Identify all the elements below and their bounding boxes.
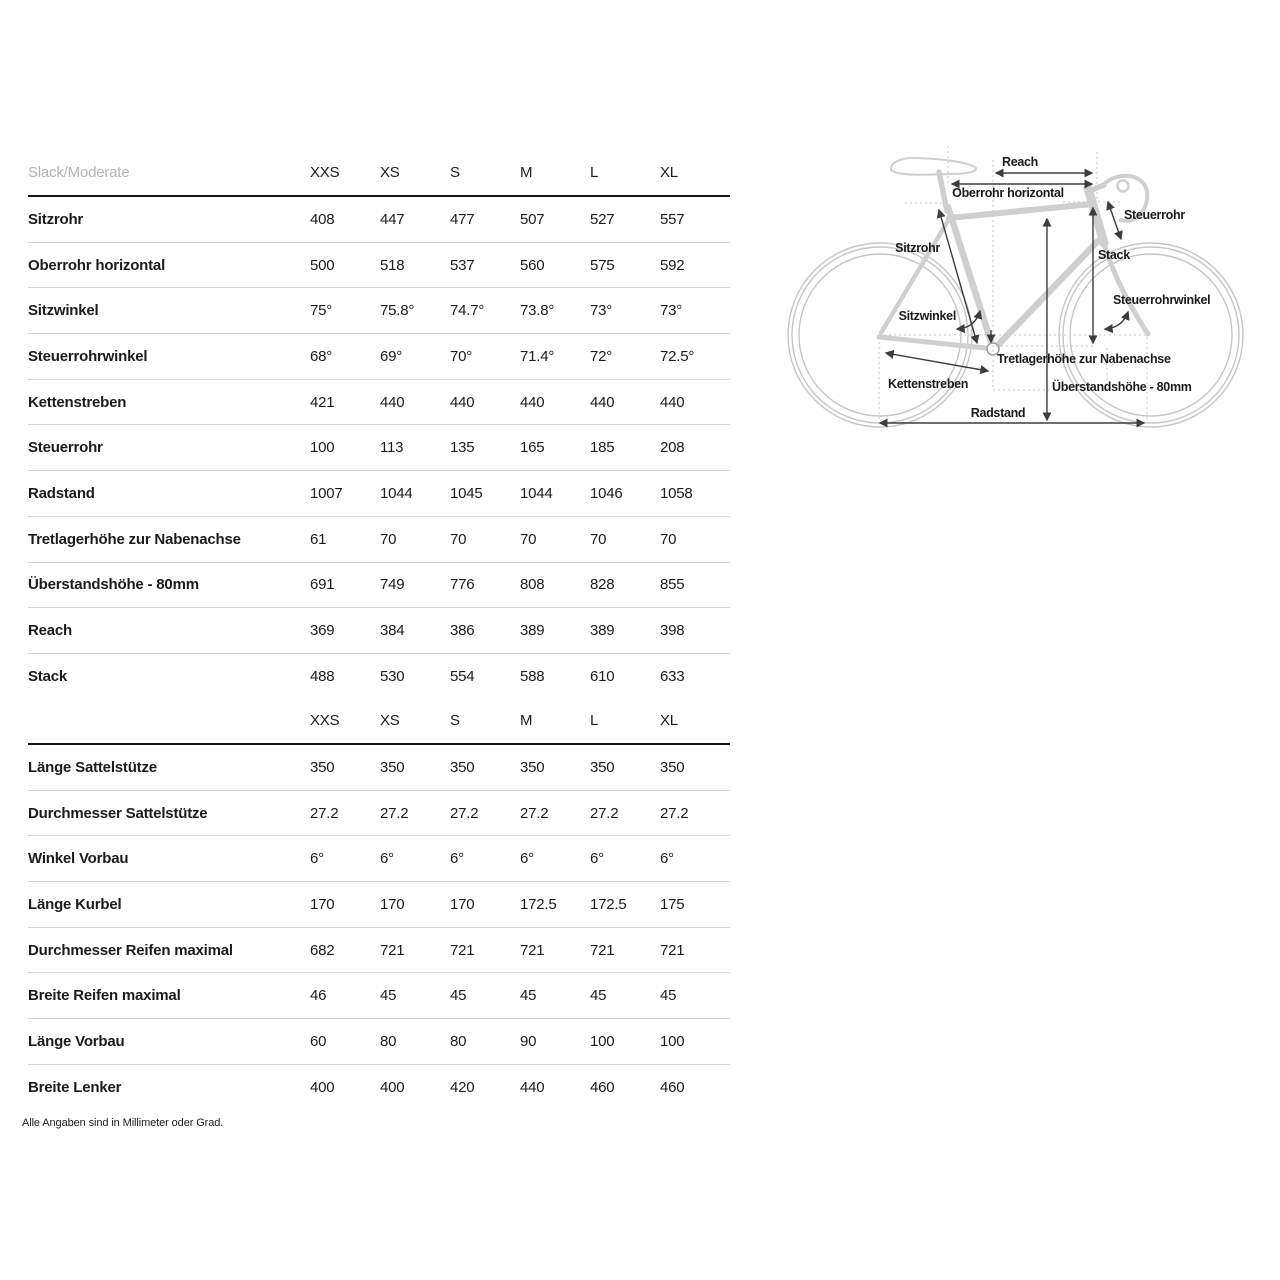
row-value: 440 <box>380 393 405 411</box>
label-sitzrohr: Sitzrohr <box>895 241 940 255</box>
units-note: Alle Angaben sind in Millimeter oder Grad. <box>22 1117 224 1129</box>
row-value: 73° <box>660 302 683 320</box>
row-value: 721 <box>520 941 545 959</box>
table-row <box>28 882 730 928</box>
table-row <box>28 836 730 882</box>
saddle-icon <box>891 158 976 175</box>
table-header-row <box>28 698 730 745</box>
row-value: 575 <box>590 256 615 274</box>
front-wheel-icon <box>1059 243 1243 427</box>
row-value: 384 <box>380 622 405 640</box>
row-value: 440 <box>590 393 615 411</box>
row-value: 6° <box>660 850 674 868</box>
table-row <box>28 1019 730 1065</box>
row-value: 27.2 <box>520 804 549 822</box>
row-value: 440 <box>450 393 475 411</box>
table-body <box>28 197 730 699</box>
row-value: 6° <box>450 850 464 868</box>
label-stack: Stack <box>1098 248 1130 262</box>
label-tretlagerhoehe: Tretlagerhöhe zur Nabenachse <box>997 352 1171 366</box>
row-value: 721 <box>660 941 685 959</box>
row-value: 175 <box>660 895 685 913</box>
row-value: 70 <box>450 530 467 548</box>
label-kettenstreben: Kettenstreben <box>888 377 969 391</box>
table-body <box>28 745 730 1110</box>
row-value: 135 <box>450 439 475 457</box>
row-value: 170 <box>450 895 475 913</box>
row-label: Radstand <box>28 484 95 502</box>
size-column-header: L <box>590 164 599 181</box>
row-value: 113 <box>380 439 404 457</box>
row-value: 530 <box>380 667 405 685</box>
row-value: 72.5° <box>660 347 695 365</box>
row-value: 350 <box>310 758 335 776</box>
size-column-header: XL <box>660 164 678 181</box>
row-value: 90 <box>520 1032 537 1050</box>
row-value: 682 <box>310 941 335 959</box>
row-value: 691 <box>310 576 335 594</box>
row-value: 165 <box>520 439 545 457</box>
row-value: 1046 <box>590 484 623 502</box>
row-value: 73° <box>590 302 613 320</box>
row-value: 27.2 <box>590 804 619 822</box>
size-column-header: XL <box>660 712 678 729</box>
row-value: 80 <box>450 1032 467 1050</box>
row-label: Steuerrohrwinkel <box>28 347 148 365</box>
row-value: 560 <box>520 256 545 274</box>
label-steuerrohrwinkel: Steuerrohrwinkel <box>1113 293 1211 307</box>
row-value: 749 <box>380 576 405 594</box>
row-value: 6° <box>310 850 324 868</box>
table-row <box>28 243 730 289</box>
row-value: 488 <box>310 667 335 685</box>
size-column-header: M <box>520 712 533 729</box>
row-value: 369 <box>310 622 335 640</box>
table-row <box>28 425 730 471</box>
table-row <box>28 608 730 654</box>
row-value: 27.2 <box>450 804 479 822</box>
size-column-header: S <box>450 164 460 181</box>
row-value: 73.8° <box>520 302 555 320</box>
size-column-header: S <box>450 712 460 729</box>
row-value: 610 <box>590 667 615 685</box>
row-value: 440 <box>660 393 685 411</box>
row-value: 6° <box>520 850 534 868</box>
row-value: 71.4° <box>520 347 555 365</box>
row-label: Länge Vorbau <box>28 1032 125 1050</box>
row-value: 350 <box>590 758 615 776</box>
label-oberrohr-horizontal: Oberrohr horizontal <box>952 186 1064 200</box>
row-label: Breite Lenker <box>28 1078 122 1096</box>
table-row <box>28 1065 730 1110</box>
row-value: 6° <box>590 850 604 868</box>
row-value: 447 <box>380 210 405 228</box>
row-value: 460 <box>660 1078 685 1096</box>
row-label: Winkel Vorbau <box>28 850 129 868</box>
row-value: 855 <box>660 576 685 594</box>
row-value: 172.5 <box>520 895 557 913</box>
row-value: 70 <box>520 530 537 548</box>
row-value: 592 <box>660 256 685 274</box>
row-value: 27.2 <box>380 804 409 822</box>
table-row <box>28 334 730 380</box>
row-value: 477 <box>450 210 475 228</box>
row-value: 537 <box>450 256 475 274</box>
table-row <box>28 288 730 334</box>
row-value: 400 <box>380 1078 405 1096</box>
row-value: 350 <box>520 758 545 776</box>
row-label: Oberrohr horizontal <box>28 256 166 274</box>
row-value: 633 <box>660 667 685 685</box>
row-label: Breite Reifen maximal <box>28 987 181 1005</box>
size-column-header: M <box>520 164 533 181</box>
row-label: Länge Kurbel <box>28 895 122 913</box>
row-value: 527 <box>590 210 615 228</box>
row-value: 45 <box>450 987 467 1005</box>
row-value: 72° <box>590 347 613 365</box>
table-row <box>28 380 730 426</box>
row-value: 170 <box>380 895 405 913</box>
row-label: Durchmesser Sattelstütze <box>28 804 208 822</box>
row-value: 554 <box>450 667 475 685</box>
geometry-table-components <box>28 698 730 1110</box>
table-row <box>28 517 730 563</box>
size-column-header: XS <box>380 164 400 181</box>
row-value: 400 <box>310 1078 335 1096</box>
table-row <box>28 791 730 837</box>
row-value: 100 <box>660 1032 685 1050</box>
row-value: 100 <box>310 439 335 457</box>
row-value: 27.2 <box>660 804 689 822</box>
row-value: 45 <box>590 987 607 1005</box>
row-value: 45 <box>380 987 397 1005</box>
row-value: 776 <box>450 576 475 594</box>
row-value: 828 <box>590 576 615 594</box>
size-column-header: XXS <box>310 712 340 729</box>
table-title: Slack/Moderate <box>28 164 130 181</box>
table-header-row <box>28 150 730 197</box>
row-label: Steuerrohr <box>28 439 103 457</box>
table-row <box>28 197 730 243</box>
row-value: 507 <box>520 210 545 228</box>
row-value: 350 <box>660 758 685 776</box>
row-value: 420 <box>450 1078 475 1096</box>
row-value: 185 <box>590 439 615 457</box>
row-value: 1058 <box>660 484 693 502</box>
label-steuerrohr: Steuerrohr <box>1124 208 1185 222</box>
row-value: 557 <box>660 210 685 228</box>
row-value: 68° <box>310 347 333 365</box>
row-value: 389 <box>520 622 545 640</box>
row-label: Sitzrohr <box>28 210 84 228</box>
row-value: 69° <box>380 347 403 365</box>
row-value: 440 <box>520 1078 545 1096</box>
row-label: Länge Sattelstütze <box>28 758 157 776</box>
row-value: 46 <box>310 987 327 1005</box>
row-value: 172.5 <box>590 895 627 913</box>
row-value: 460 <box>590 1078 615 1096</box>
row-value: 421 <box>310 393 335 411</box>
row-value: 408 <box>310 210 335 228</box>
row-value: 721 <box>590 941 615 959</box>
geometry-table-frame <box>28 150 730 699</box>
table-row <box>28 563 730 609</box>
size-column-header: XS <box>380 712 400 729</box>
label-sitzwinkel: Sitzwinkel <box>898 309 956 323</box>
row-value: 170 <box>310 895 335 913</box>
row-label: Sitzwinkel <box>28 302 99 320</box>
row-value: 100 <box>590 1032 615 1050</box>
row-label: Durchmesser Reifen maximal <box>28 941 233 959</box>
row-value: 61 <box>310 530 327 548</box>
row-value: 45 <box>660 987 677 1005</box>
table-row <box>28 973 730 1019</box>
row-value: 75.8° <box>380 302 415 320</box>
row-value: 440 <box>520 393 545 411</box>
row-value: 386 <box>450 622 475 640</box>
row-value: 75° <box>310 302 333 320</box>
row-value: 1044 <box>520 484 553 502</box>
row-value: 1044 <box>380 484 413 502</box>
row-label: Überstandshöhe - 80mm <box>28 576 199 594</box>
row-value: 1007 <box>310 484 343 502</box>
row-label: Kettenstreben <box>28 393 127 411</box>
row-value: 45 <box>520 987 537 1005</box>
label-radstand: Radstand <box>970 406 1026 420</box>
row-label: Stack <box>28 667 68 685</box>
row-value: 70 <box>660 530 677 548</box>
row-value: 518 <box>380 256 405 274</box>
label-reach: Reach <box>1001 155 1039 169</box>
size-column-header: L <box>590 712 599 729</box>
row-value: 70 <box>590 530 607 548</box>
row-value: 389 <box>590 622 615 640</box>
row-value: 500 <box>310 256 335 274</box>
row-value: 350 <box>450 758 475 776</box>
table-row <box>28 471 730 517</box>
row-value: 808 <box>520 576 545 594</box>
row-value: 350 <box>380 758 405 776</box>
row-value: 74.7° <box>450 302 485 320</box>
size-column-header: XXS <box>310 164 340 181</box>
table-row <box>28 654 730 699</box>
row-value: 208 <box>660 439 685 457</box>
row-value: 588 <box>520 667 545 685</box>
bike-geometry-diagram <box>780 128 1250 438</box>
table-row <box>28 745 730 791</box>
row-value: 1045 <box>450 484 483 502</box>
row-value: 70 <box>380 530 397 548</box>
row-label: Reach <box>28 622 73 640</box>
row-value: 398 <box>660 622 685 640</box>
label-ueberstandshoehe: Überstandshöhe - 80mm <box>1052 380 1192 394</box>
row-value: 70° <box>450 347 473 365</box>
row-value: 721 <box>380 941 405 959</box>
row-label: Tretlagerhöhe zur Nabenachse <box>28 530 241 548</box>
row-value: 60 <box>310 1032 327 1050</box>
row-value: 721 <box>450 941 475 959</box>
row-value: 80 <box>380 1032 397 1050</box>
table-row <box>28 928 730 974</box>
row-value: 6° <box>380 850 394 868</box>
row-value: 27.2 <box>310 804 339 822</box>
